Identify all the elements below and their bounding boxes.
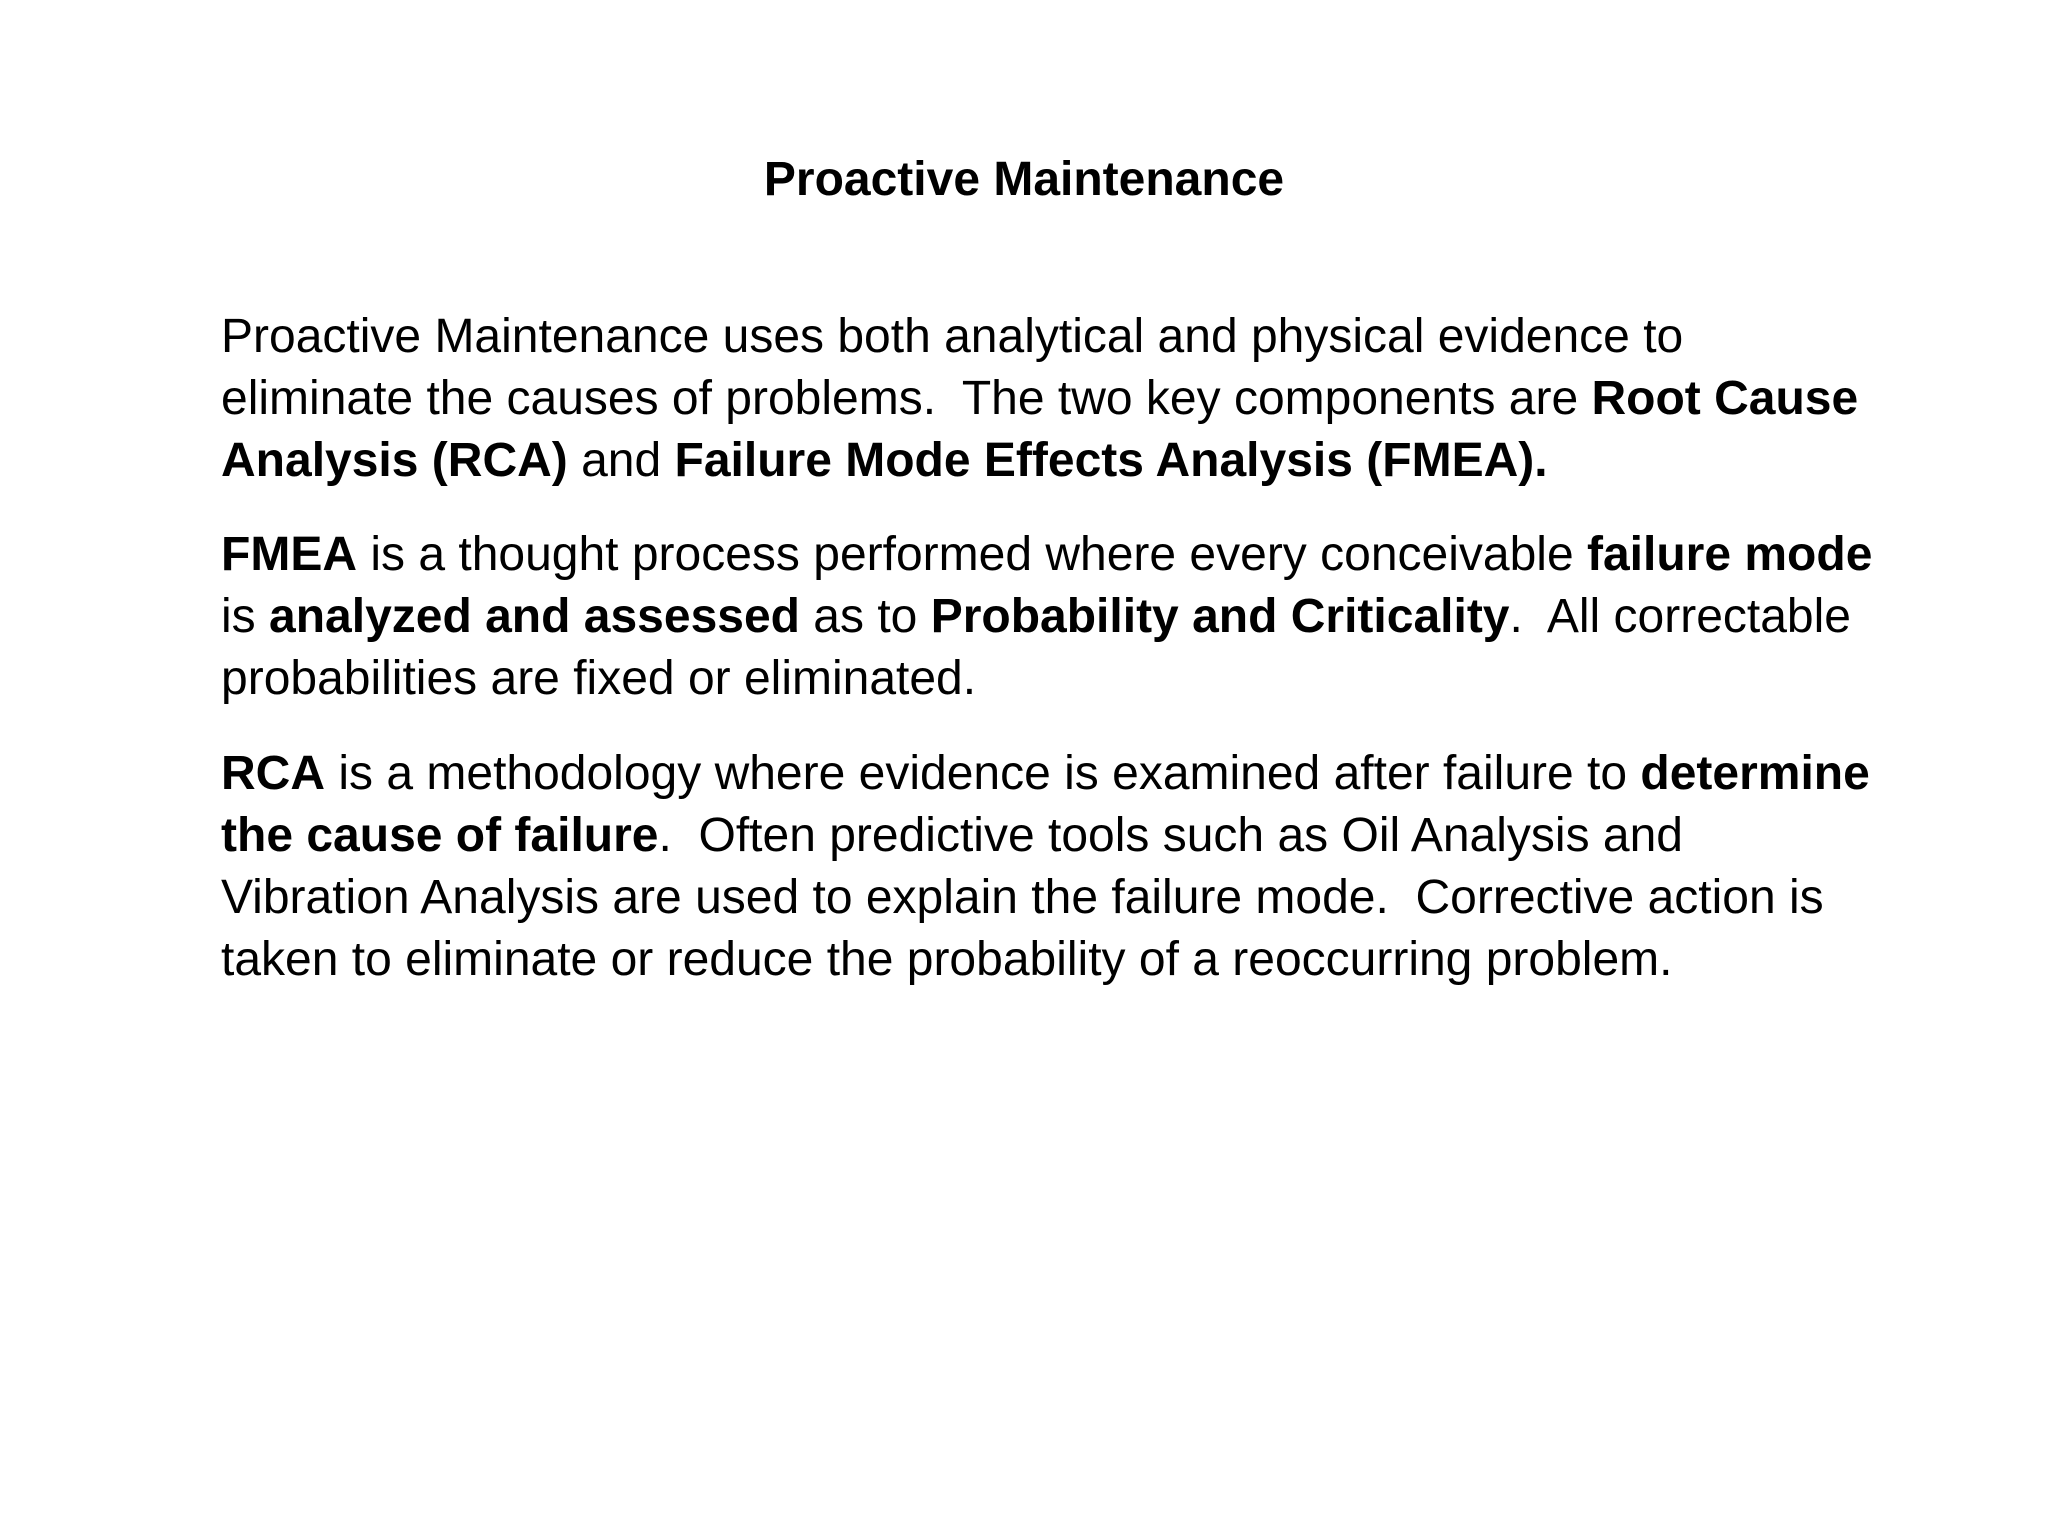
text-run: probabilities are fixed or eliminated. <box>221 652 977 705</box>
text-run: is a thought process performed where every conceivable <box>357 528 1587 581</box>
text-line <box>141 681 1941 800</box>
paragraph-fmea <box>141 462 1941 705</box>
slide-title: Proactive Maintenance <box>763 153 1285 206</box>
bold-text-run: the cause of failure <box>221 809 659 862</box>
bold-text-run: determine <box>1640 747 1870 800</box>
text-line <box>141 244 1941 363</box>
text-run: . All correctable <box>1509 590 1851 643</box>
bold-text-run: Analysis (RCA) <box>221 434 568 487</box>
text-line <box>141 462 1941 581</box>
text-run: as to <box>799 590 931 643</box>
text-run: is a methodology where evidence is examined after failure to <box>325 747 1641 800</box>
text-run: . Often predictive tools such as Oil Analysis and <box>658 809 1683 862</box>
bold-text-run: RCA <box>221 747 326 800</box>
bold-text-run: Root Cause <box>1591 372 1859 425</box>
bold-text-run: Probability and Criticality <box>930 590 1510 643</box>
bold-text-run: Failure Mode Effects Analysis (FMEA). <box>674 434 1548 487</box>
bold-text-run: analyzed and assessed <box>269 590 800 643</box>
bold-text-run: FMEA <box>221 528 357 581</box>
text-run: eliminate the causes of problems. The two key components are <box>221 372 1592 425</box>
text-run: taken to eliminate or reduce the probability of a reoccurring problem. <box>221 933 1673 986</box>
text-run: and <box>567 434 675 487</box>
paragraph-proactive-maintenance <box>141 244 1941 487</box>
text-run: Vibration Analysis are used to explain the failure mode. Corrective action is <box>221 871 1824 924</box>
bold-text-run: failure mode <box>1586 528 1873 581</box>
paragraph-rca <box>141 681 1941 986</box>
text-run: is <box>221 590 270 643</box>
text-run: Proactive Maintenance uses both analytical and physical evidence to <box>221 310 1684 363</box>
